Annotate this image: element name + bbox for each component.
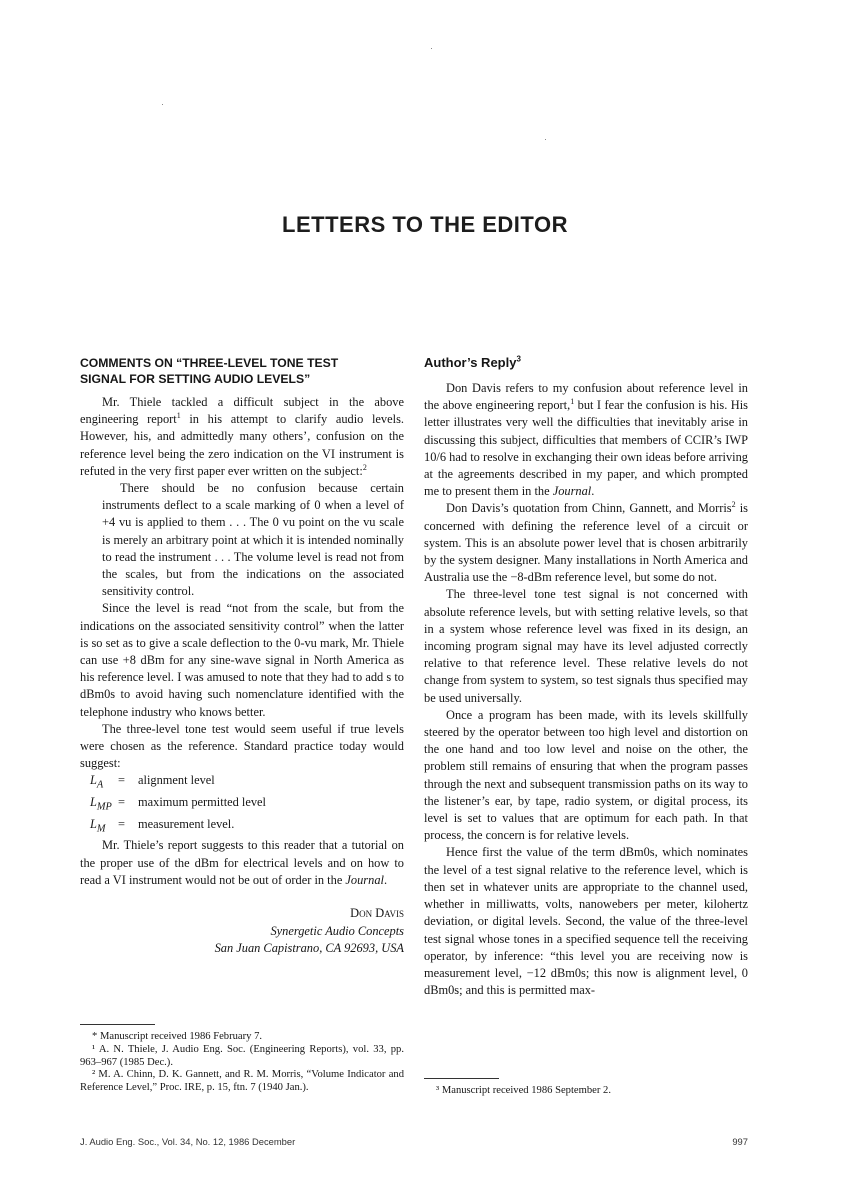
scan-speck [545,139,546,140]
signature [80,905,404,957]
page-heading: LETTERS TO THE EDITOR [282,212,568,237]
reply-paragraph: The three-level tone test signal is not concerned with absolute reference levels, but with setting relative levels, so that in a system whose reference level was fixed in its design, an incoming program signal may have its level adjusted correctly relative to that reference level. These relative levels do not change from system to system, so test signals thus specified may be used universally. [424,587,748,705]
letter-title-line: SIGNAL FOR SETTING AUDIO LEVELS” [80,372,311,386]
journal-citation: J. Audio Eng. Soc., Vol. 34, No. 12, 1986 December [80,1136,296,1147]
reply-title: Author’s Reply$^3$ [424,354,521,370]
signature-name: Don Davis [350,906,404,921]
level-definition: $L_A$ = alignment level [90,773,215,791]
footnote-ref: 2 [362,462,367,472]
right-footnotes [424,1068,748,1098]
letter-paragraph: Mr. Thiele’s report suggests to this reader that a tutorial on the proper use of the dBm for electrical levels and on how to read a VI instrument would not be out of order in the Journal. [80,838,404,887]
page-number: 997 [732,1136,748,1147]
signature-org: Synergetic Audio Concepts [270,923,404,938]
level-definition: $L_{MP}$ = maximum permitted level [90,795,267,813]
right-column [424,355,748,999]
scan-speck [431,48,432,49]
block-quote: There should be no confusion because certain instruments deflect to a scale marking of 0 when a level of +4 vu is applied to them . . . The 0 vu point on the vu scale is merely an arbitrary point at which it is intended nominally to read the instrument . . . The volume level is read not from the scales, but from the indications on the associated sensitivity control. [102,481,404,599]
footnote: ¹ A. N. Thiele, J. Audio Eng. Soc. (Engineering Reports), vol. 33, pp. 963–967 (1985 Dec.). [80,1043,404,1068]
reply-paragraph: Hence first the value of the term dBm0s, which nominates the level of a test signal relative to the reference level, which is then set in whatever units are appropriate to the channel used, whether in milliwatts, volts, nanowebers per meter, kilohertz deviation, or digital levels. Second, the value of the three-level test signal whose tones in a specified sequence tell the receiving operator, by inference: “this level you are receiving now is measurement level, −12 dBm0s; this now is alignment level, 0 dBm0s; and this is permitted max- [424,845,748,998]
letter-paragraph: Since the level is read “not from the scale, but from the indications on the associated sensitivity control” when the latter is so set as to give a scale deflection to the 0-vu mark, Mr. Thiele can use +8 dBm for any sine-wave signal in North America as his reference level. I was amused to note that they had to add s to dBm0s to avoid having such nomenclature identified with the telephone industry who knows better. [80,601,404,719]
reply-paragraph: Once a program has been made, with its levels skillfully steered by the operator between too high level and distortion on the one hand and too low level and noise on the other, the problem still remains of ensuring that when the program passes through the next and subsequent transmission paths on its way to the listener’s ear, by tape, radio system, or digital process, its level is set to values that are optimum for each path. In that process, the concern is for relative levels. [424,707,748,843]
footnote: ³ Manuscript received 1986 September 2. [436,1085,611,1096]
footnote: ² M. A. Chinn, D. K. Gannett, and R. M. Morris, “Volume Indicator and Reference Level,” Proc. IRE, p. 15, ftn. 7 (1940 Jan.). [80,1069,404,1094]
level-definition: $L_M$ = measurement level. [90,816,235,835]
footnote-rule [80,1024,155,1025]
letter-paragraph: Mr. Thiele tackled a difficult subject in the above engineering report$^1$ in his attempt to clarify audio levels. However, his, and admittedly many others’, confusion on the reference level being the zero indication on the VI instrument is refuted in the very first paper ever written on the subject:$^2$ [80,395,404,478]
footnote: * Manuscript received 1986 February 7. [92,1031,263,1042]
reply-paragraph: Don Davis refers to my confusion about reference level in the above engineering report,$^1$ but I fear the confusion is his. His letter illustrates very well the difficulties that inevitably arise in discussing this subject, difficulties that members of CCIR’s IWP 10/6 had to resolve in exchanging their own ideas before arriving at the agreements described in my paper, and which prompted me to present them in the Journal. [424,381,748,499]
scan-speck [162,104,163,105]
page-footer [80,1136,748,1147]
left-column [80,355,404,957]
signature-place: San Juan Capistrano, CA 92693, USA [214,940,404,955]
letter-paragraph: The three-level tone test would seem useful if true levels were chosen as the reference. Standard practice today would suggest: [80,721,404,771]
footnote-ref: 3 [516,354,521,364]
footnote-ref: 1 [176,411,181,421]
footnote-ref: 1 [570,397,575,407]
footnote-rule [424,1078,499,1079]
left-footnotes [80,1014,404,1095]
reply-paragraph: Don Davis’s quotation from Chinn, Gannett, and Morris$^2$ is concerned with defining the reference level of a circuit or system. This is an absolute power level that is chosen arbitrarily by the system designer. Many installations in North America and Australia use the −8-dBm reference level, but some do not. [424,500,748,585]
letter-title [80,355,404,387]
letter-title-line: COMMENTS ON “THREE-LEVEL TONE TEST [80,356,339,370]
footnote-ref: 2 [731,500,736,510]
